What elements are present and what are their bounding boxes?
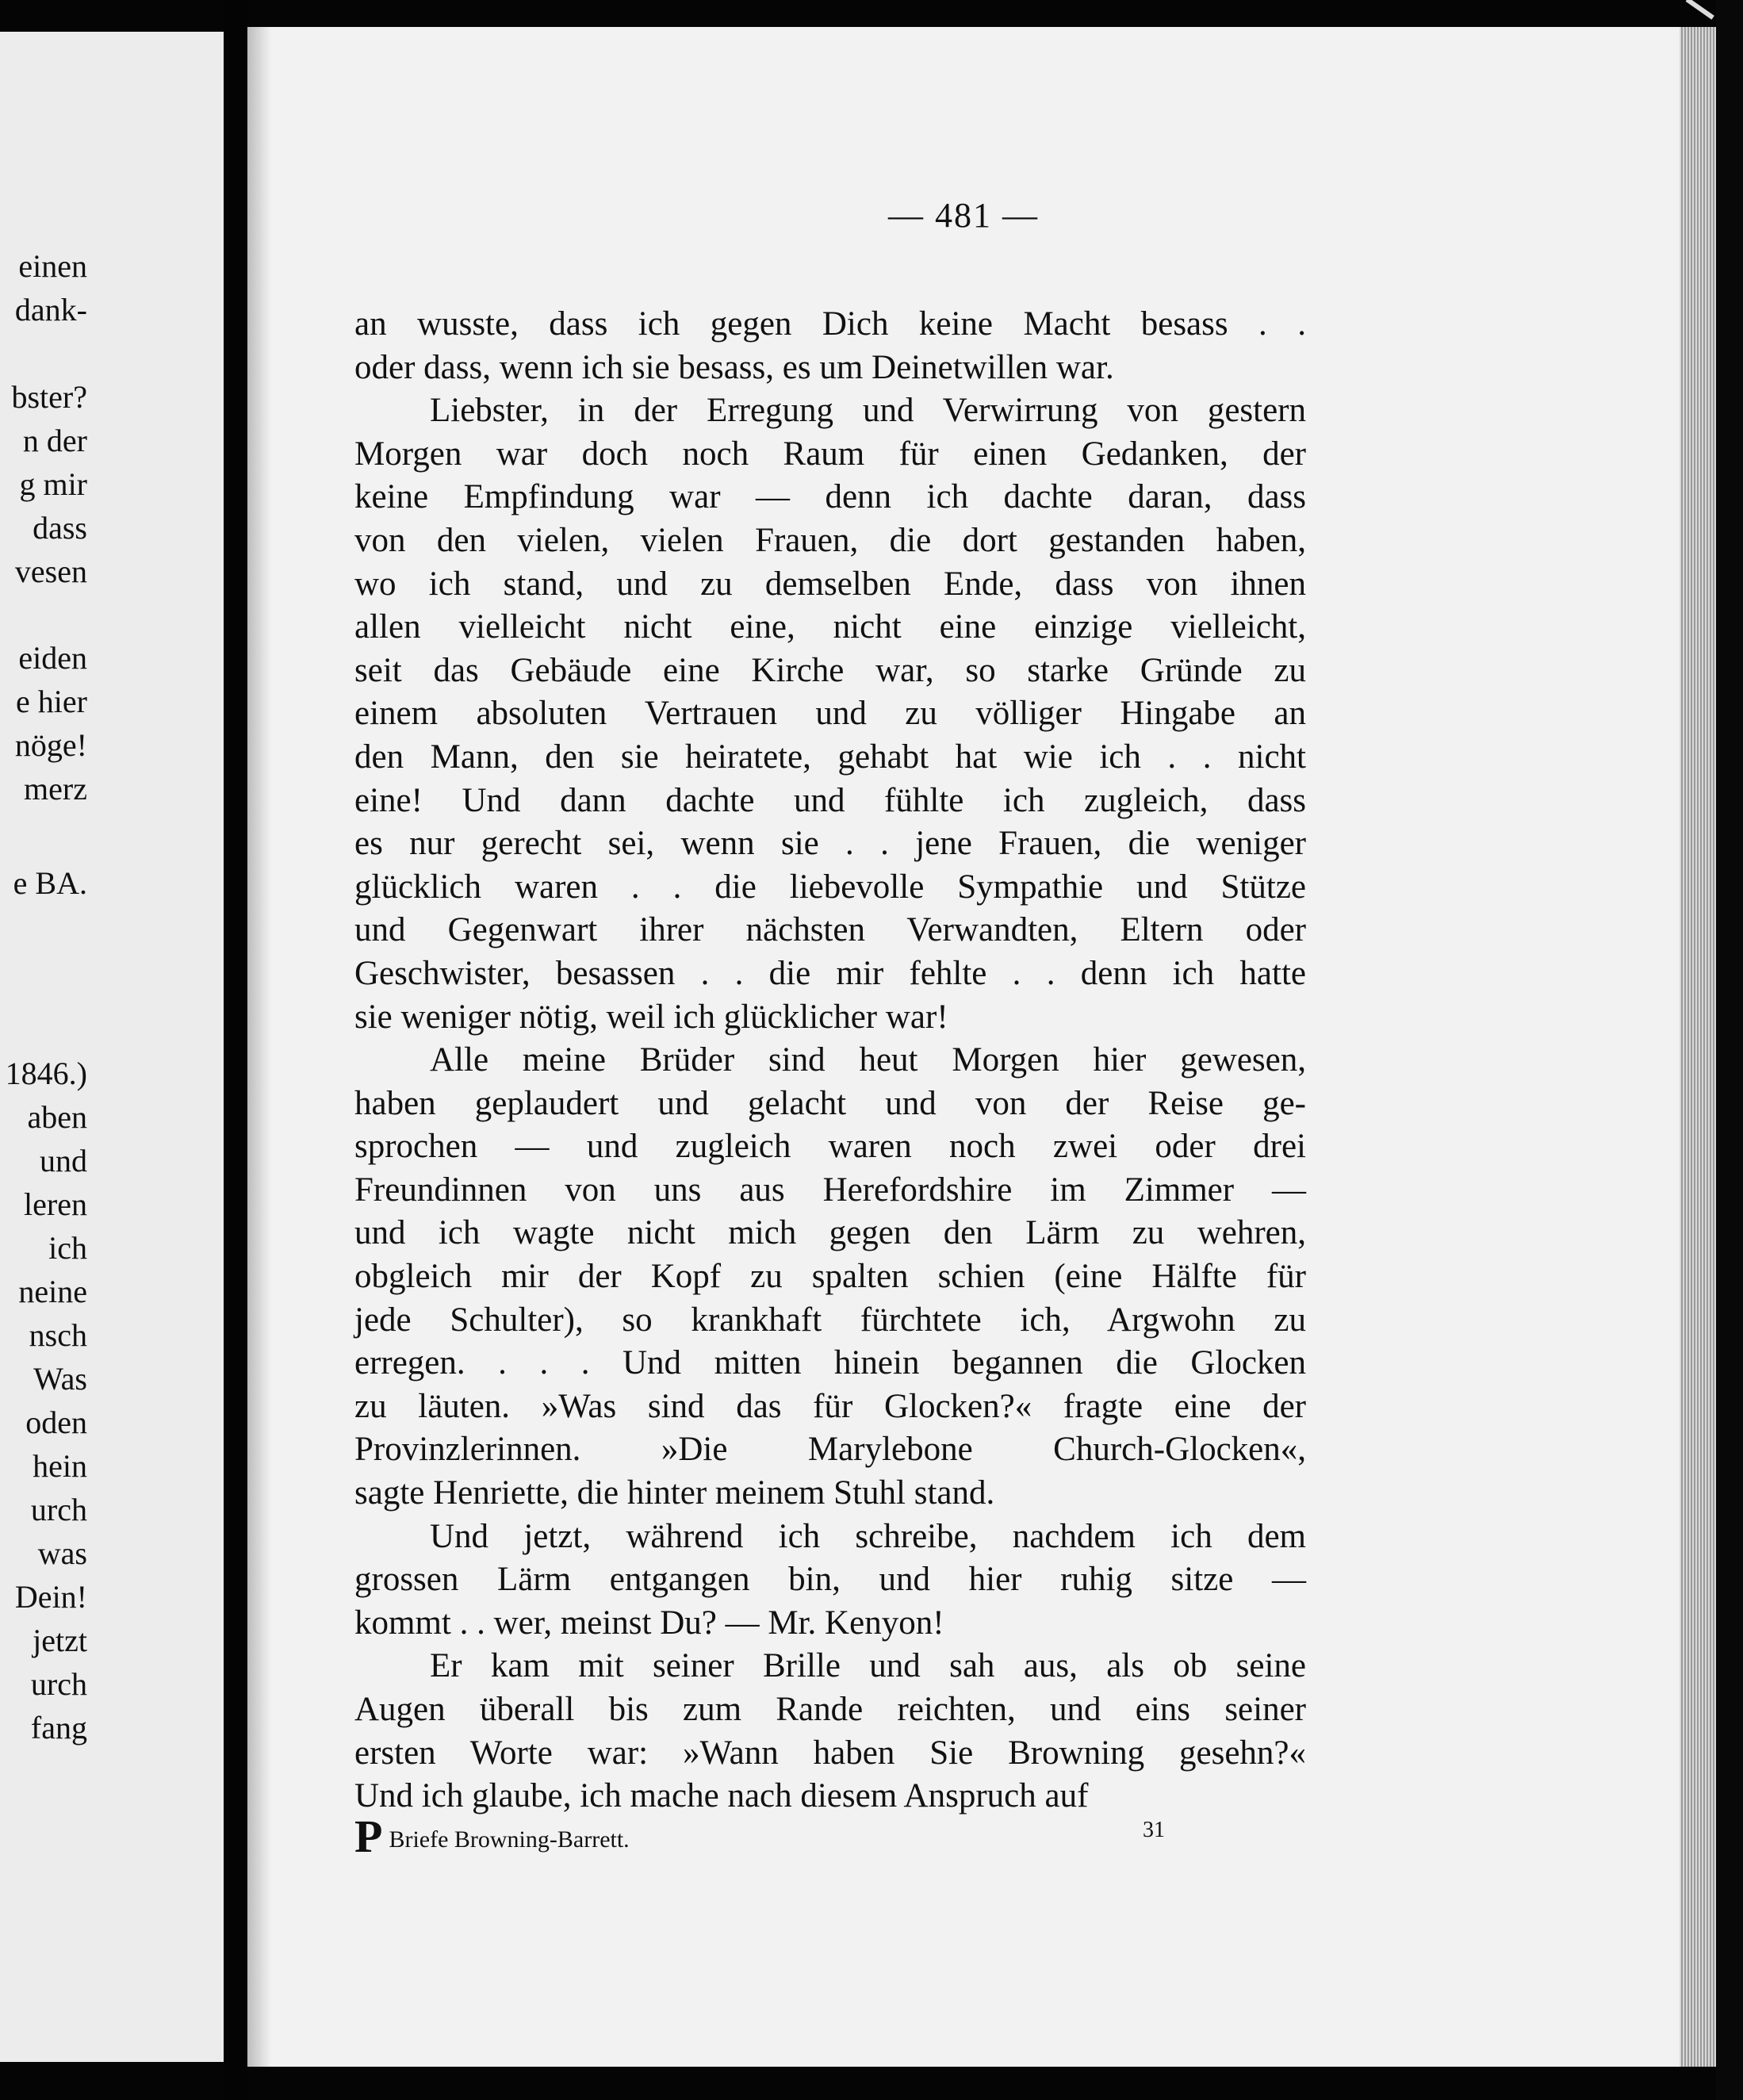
text-line: Augen überall bis zum Rande reichten, und eins seiner [354,1691,1306,1728]
left-text-fragment: fang [30,1710,87,1746]
left-text-fragment: dass [33,510,87,546]
left-text-fragment: 1846.) [5,1056,87,1091]
right-page [247,27,1680,2067]
left-text-fragment: leren [24,1186,87,1222]
left-text-fragment: neine [18,1274,87,1309]
text-line: Und jetzt, während ich schreibe, nachdem ich dem [430,1517,1306,1555]
left-text-fragment: e hier [16,684,87,719]
text-line: grossen Lärm entgangen bin, und hier ruhig sitze — [354,1561,1306,1599]
text-line: Provinzlerinnen. »Die Marylebone Church-Glocken«, [354,1431,1306,1469]
right-background [1716,0,1743,2100]
text-line: erregen. . . . Und mitten hinein begannen die Glocken [354,1344,1306,1382]
left-text-fragment: was [37,1535,87,1571]
sheet-number: 31 [1143,1818,1165,1842]
top-background [247,0,1716,27]
text-line: keine Empfindung war — denn ich dachte daran, dass [354,478,1306,516]
left-text-fragment: und [40,1143,87,1178]
text-line: und Gegenwart ihrer nächsten Verwandten, Eltern oder [354,911,1306,949]
left-text-fragment: Was [33,1361,87,1397]
body-text [354,303,1306,1818]
signature-text: Briefe Browning-Barrett. [389,1826,630,1853]
text-line: jede Schulter), so krankhaft fürchtete ich, Argwohn zu [354,1301,1306,1339]
text-line: eine! Und dann dachte und fühlte ich zugleich, dass [354,781,1306,819]
text-line: haben geplaudert und gelacht und von der Reise ge- [354,1084,1306,1122]
gutter-shadow [247,27,271,2067]
text-line: Er kam mit seiner Brille und sah aus, als ob seine [430,1647,1306,1685]
text-line: sagte Henriette, die hinter meinem Stuhl stand. [354,1474,995,1512]
text-line: allen vielleicht nicht eine, nicht eine einzige vielleicht, [354,608,1306,646]
left-text-fragment: dank- [14,292,87,328]
book-spine-gap [224,0,247,2100]
left-text-fragment: g mir [19,466,87,502]
left-text-fragment: nsch [29,1317,87,1353]
text-line: seit das Gebäude eine Kirche war, so starke Gründe zu [354,651,1306,689]
left-text-fragment: bster? [11,379,87,415]
text-line: obgleich mir der Kopf zu spalten schien (eine Hälfte für [354,1258,1306,1296]
left-text-fragment: aben [27,1099,87,1135]
left-text-fragment: urch [30,1492,87,1527]
text-line: von den vielen, vielen Frauen, die dort gestanden haben, [354,521,1306,559]
text-line: kommt . . wer, meinst Du? — Mr. Kenyon! [354,1604,944,1642]
page-edges [1680,27,1716,2067]
left-text-fragment: hein [33,1448,87,1484]
signature-mark [354,1810,630,1863]
text-line: Liebster, in der Erregung und Verwirrung von gestern [430,392,1306,430]
signature-letter: P [354,1811,383,1862]
text-line: zu läuten. »Was sind das für Glocken?« fragte eine der [354,1387,1306,1425]
left-text-fragment: oden [25,1404,87,1440]
left-text-fragment: n der [22,423,87,458]
left-text-fragment: Dein! [14,1579,87,1615]
text-line: sie weniger nötig, weil ich glücklicher war! [354,998,948,1036]
left-text-fragment: urch [30,1666,87,1702]
bottom-background [247,2067,1716,2100]
left-text-fragment: e BA. [13,865,87,901]
text-line: Morgen war doch noch Raum für einen Gedanken, der [354,435,1306,473]
text-line: Und ich glaube, ich mache nach diesem Anspruch auf [354,1777,1089,1815]
text-line: es nur gerecht sei, wenn sie . . jene Frauen, die weniger [354,825,1306,863]
left-text-fragment: jetzt [33,1623,87,1658]
text-line: wo ich stand, und zu demselben Ende, dass von ihnen [354,565,1306,603]
text-line: oder dass, wenn ich sie besass, es um Deinetwillen war. [354,348,1114,386]
left-text-fragment: nöge! [14,727,87,763]
left-text-fragment: eiden [18,640,87,676]
left-text-fragment: einen [18,248,87,284]
text-line: ersten Worte war: »Wann haben Sie Browning gesehn?« [354,1734,1306,1772]
text-line: Geschwister, besassen . . die mir fehlte . . denn ich hatte [354,954,1306,992]
left-text-fragment: merz [24,771,87,807]
text-line: glücklich waren . . die liebevolle Sympathie und Stütze [354,868,1306,906]
text-line: Alle meine Brüder sind heut Morgen hier gewesen, [430,1041,1306,1079]
text-line: an wusste, dass ich gegen Dich keine Macht besass . . [354,305,1306,343]
text-line: sprochen — und zugleich waren noch zwei oder drei [354,1128,1306,1166]
left-text-fragment: vesen [14,554,87,589]
left-text-fragment: ich [48,1230,87,1266]
text-line: den Mann, den sie heiratete, gehabt hat wie ich . . nicht [354,738,1306,776]
text-line: einem absoluten Vertrauen und zu völliger Hingabe an [354,695,1306,733]
text-line: und ich wagte nicht mich gegen den Lärm zu wehren, [354,1214,1306,1252]
page-footer [354,1810,1306,1862]
left-facing-page [0,32,224,2062]
page-header: — 481 — [888,196,1039,235]
text-line: Freundinnen von uns aus Herefordshire im Zimmer — [354,1171,1306,1209]
